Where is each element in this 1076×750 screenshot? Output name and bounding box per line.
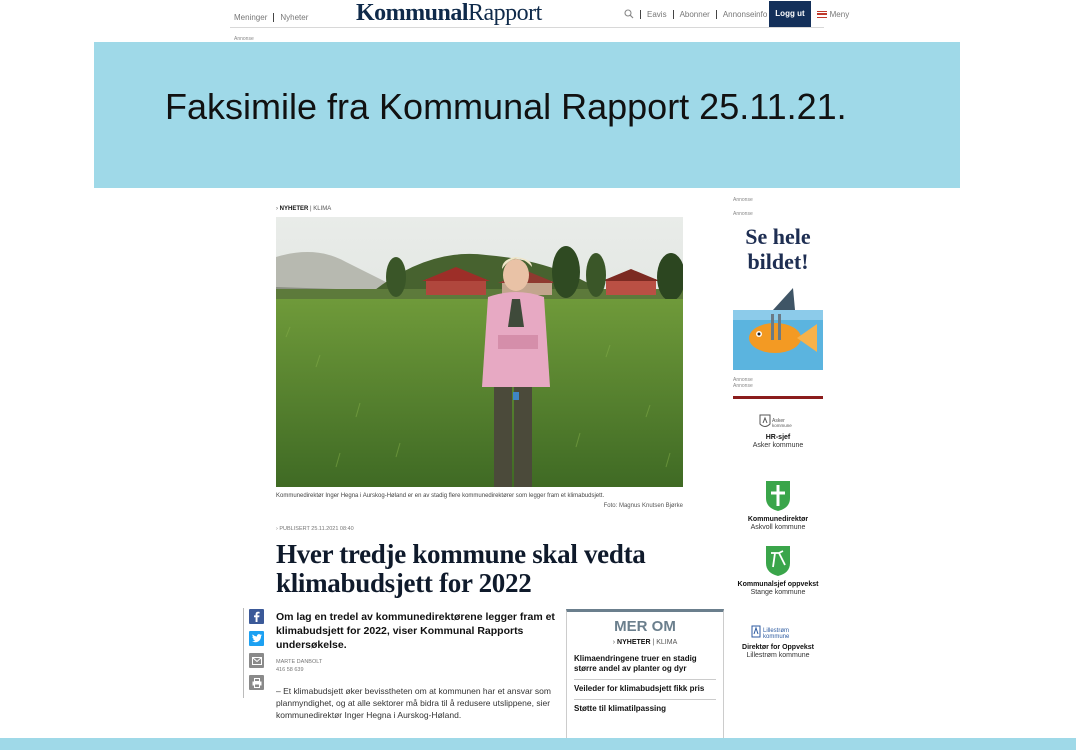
job-title: HR-sjef <box>765 434 791 441</box>
chevron-right-icon: › <box>612 639 616 646</box>
job-title: Kommunedirektør <box>747 516 809 523</box>
job-listing[interactable] <box>733 545 823 597</box>
job-employer: Askvoll kommune <box>750 524 806 531</box>
asker-kommune-logo-icon <box>758 414 798 430</box>
published-text: PUBLISERT 25.11.2021 08:40 <box>279 526 354 532</box>
more-about-title: MER OM <box>614 618 676 635</box>
menu-button[interactable] <box>817 10 850 19</box>
job-title: Kommunalsjef oppvekst <box>737 581 819 588</box>
more-about-separator: | <box>652 639 655 646</box>
related-article-link[interactable]: Veileder for klimabudsjett fikk pris <box>574 680 716 700</box>
share-bar-line <box>243 608 244 698</box>
bottom-color-band <box>0 738 1076 750</box>
subsection-link[interactable]: KLIMA <box>313 206 332 212</box>
nav-separator <box>640 10 641 19</box>
job-listing[interactable] <box>733 480 823 532</box>
chevron-right-icon: › <box>276 206 278 212</box>
article-body: – Et klimabudsjett øker bevisstheten om at kommunen har et ansvar som planmyndighet, og at alle sektorer må bidra til å redusere utslippene, sier kommunedirektør Inger Hegna i Aurskog-Høland. <box>276 686 551 720</box>
menu-label: Meny <box>829 9 850 19</box>
search-icon[interactable] <box>624 9 634 19</box>
related-article-link[interactable]: Klimaendringene truer en stadig større andel av planter og dyr <box>574 650 716 680</box>
article-headline: Hver tredje kommune skal vedta klimabudsjett for 2022 <box>276 539 646 598</box>
article-photo <box>276 217 683 487</box>
related-article-link[interactable]: Støtte til klimatilpassing <box>574 704 667 713</box>
section-link[interactable]: NYHETER <box>279 206 309 212</box>
svg-text:kommune: kommune <box>772 423 792 428</box>
job-listing[interactable] <box>733 414 823 450</box>
job-title: Direktør for Oppvekst <box>742 644 814 651</box>
nav-link-abonner[interactable]: Abonner <box>679 9 710 19</box>
ad-label: Annonse <box>733 377 753 383</box>
nav-link-eavis[interactable]: Eavis <box>647 9 667 19</box>
section-tag <box>276 206 331 212</box>
more-about-tags <box>574 639 716 650</box>
stange-shield-icon <box>765 545 791 577</box>
nav-right <box>624 1 849 27</box>
job-employer: Stange kommune <box>750 589 806 596</box>
job-employer: Asker kommune <box>752 442 804 449</box>
employer-logo <box>733 414 823 430</box>
nav-link-meninger[interactable]: Meninger <box>234 13 268 22</box>
nav-separator <box>716 10 717 19</box>
goldfish-shark-illustration <box>733 280 823 370</box>
chevron-right-icon: › <box>276 526 278 532</box>
nav-separator <box>273 13 274 22</box>
askvoll-shield-icon <box>765 480 791 512</box>
article-lead: Om lag en tredel av kommunedirektørene legger fram et klimabudsjett for 2022, viser Kommunal Rapports undersøkelse. <box>276 611 555 651</box>
svg-text:Lillestrøm: Lillestrøm <box>763 628 790 634</box>
twitter-share-icon[interactable] <box>249 631 264 646</box>
more-about-subsection-link[interactable]: KLIMA <box>656 639 678 646</box>
more-about-section-link[interactable]: NYHETER <box>617 639 651 646</box>
job-list-divider <box>733 396 823 399</box>
logo-thin-text: Rapport <box>468 0 542 26</box>
svg-text:Asker: Asker <box>772 418 785 424</box>
sidebar-advertisement[interactable] <box>733 220 823 370</box>
banner-text: Faksimile fra Kommunal Rapport 25.11.21. <box>165 86 847 127</box>
nav-link-nyheter[interactable]: Nyheter <box>280 13 309 22</box>
author-name[interactable]: MARTE DANBOLT <box>276 659 323 665</box>
ad-label: Annonse <box>733 197 753 203</box>
author-phone: 416 58 639 <box>276 667 304 673</box>
nav-separator <box>673 10 674 19</box>
article-photo-illustration <box>276 217 683 487</box>
print-icon[interactable] <box>249 675 264 690</box>
employer-logo <box>733 624 823 640</box>
lillestrom-kommune-logo-icon <box>750 624 806 640</box>
email-share-icon[interactable] <box>249 653 264 668</box>
employer-logo <box>733 545 823 577</box>
logo-bold-text: Kommunal <box>356 0 469 26</box>
logout-button[interactable]: Logg ut <box>769 1 810 27</box>
ad-label: Annonse <box>733 383 753 389</box>
sidebar-ad-headline <box>733 224 823 274</box>
published-date <box>276 526 354 532</box>
nav-divider <box>230 27 824 28</box>
ad-label: Annonse <box>234 36 254 42</box>
nav-link-annonseinfo[interactable]: Annonseinfo <box>722 9 768 19</box>
job-listing[interactable] <box>733 624 823 660</box>
photo-credit: Foto: Magnus Knutsen Bjørke <box>603 503 683 509</box>
more-about-box <box>566 609 724 750</box>
photo-caption: Kommunedirektør Inger Hegna i Aurskog-Høland er en av stadig flere kommunedirektører som legger fram et klimabudsjett. <box>276 493 605 499</box>
nav-left <box>234 13 308 22</box>
employer-logo <box>733 480 823 512</box>
hamburger-icon <box>817 11 827 18</box>
top-navigation <box>0 0 1076 28</box>
facebook-share-icon[interactable] <box>249 609 264 624</box>
sidebar-ad-line2: bildet! <box>747 249 809 274</box>
section-separator: | <box>310 206 312 212</box>
ad-label: Annonse <box>733 211 753 217</box>
svg-text:kommune: kommune <box>763 634 790 640</box>
job-employer: Lillestrøm kommune <box>746 652 810 659</box>
site-logo[interactable] <box>356 0 542 26</box>
sidebar-ad-line1: Se hele <box>745 224 811 249</box>
facsimile-banner <box>94 42 960 188</box>
byline <box>276 658 322 674</box>
